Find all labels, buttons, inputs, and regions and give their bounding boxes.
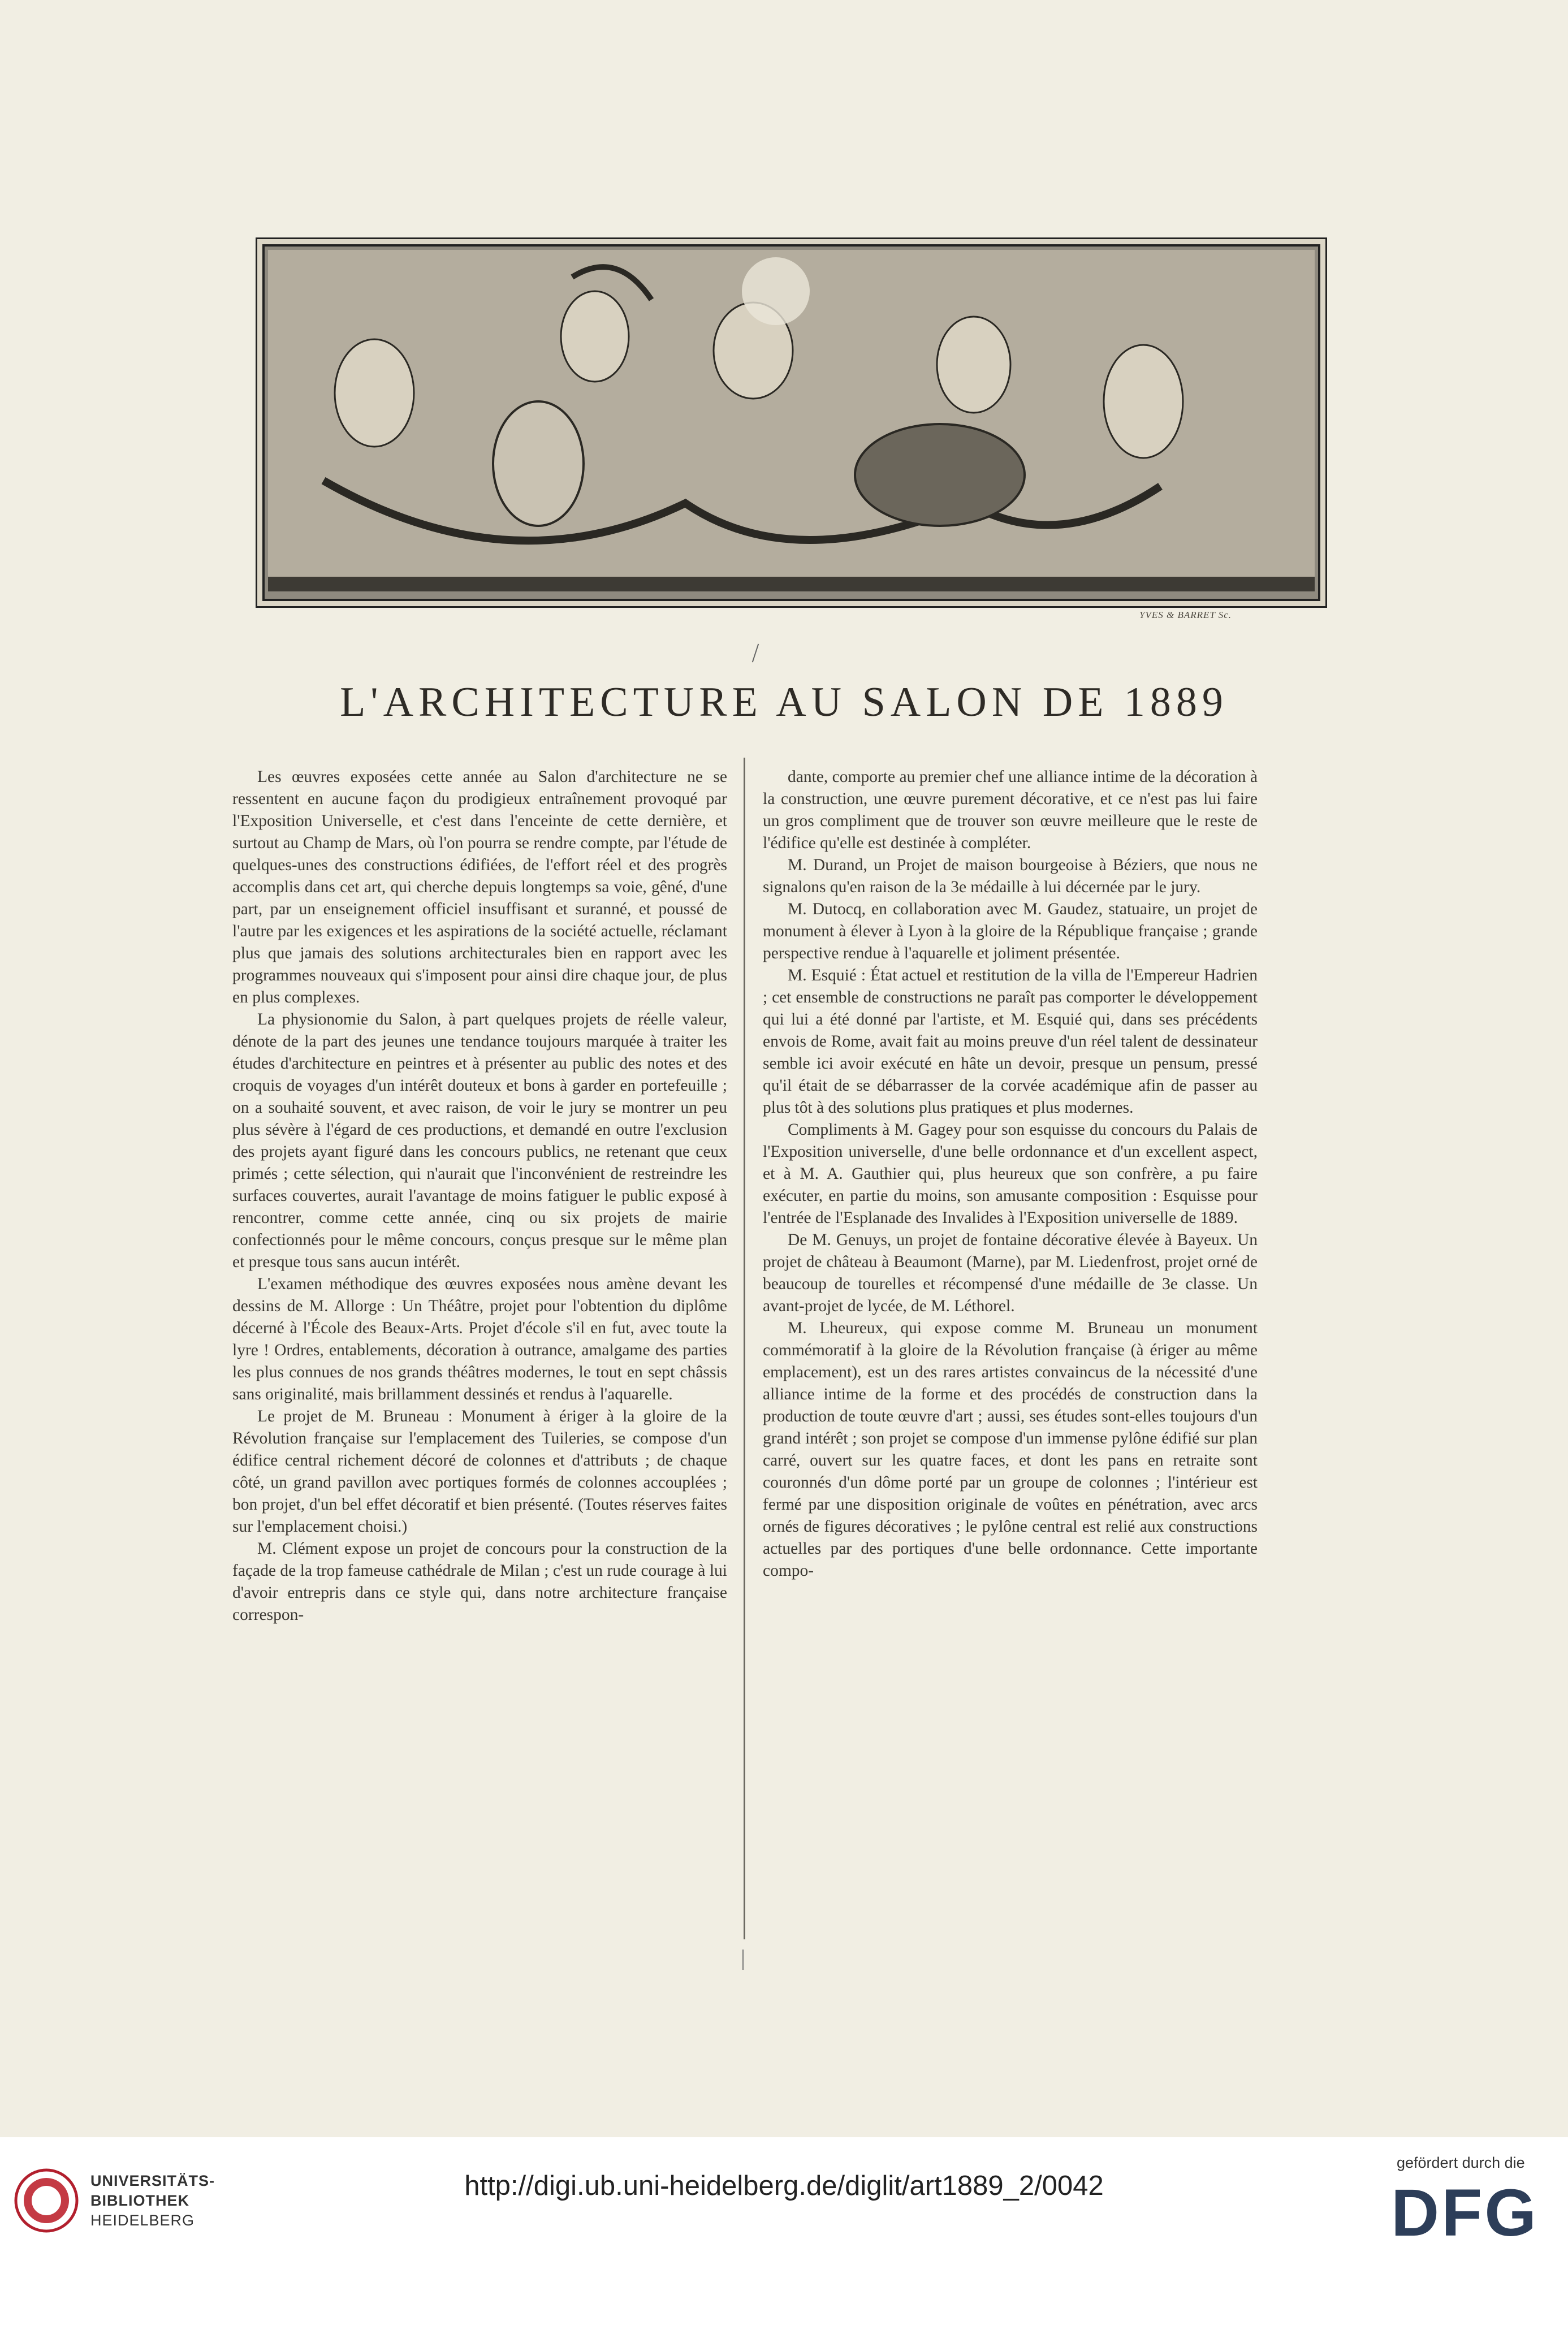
paragraph: M. Clément expose un projet de concours pour la construction de la façade de la trop fameuse cathédrale de Milan ; c'est un rude courage à lui d'avoir entrepris dans ce style qui, dans notre architecture française correspon- bbox=[232, 1540, 727, 1624]
paragraph: M. Durand, un Projet de maison bourgeoise à Béziers, que nous ne signalons qu'en raison de la 3e médaille à lui décernée par le jury. bbox=[763, 856, 1258, 896]
footer-bar bbox=[0, 2137, 1568, 2347]
paragraph: dante, comporte au premier chef une alliance intime de la décoration à la construction, une œuvre purement décorative, et ce n'est pas lui faire un gros compliment que de trouver son œuvre meilleure que le reste de l'édifice qu'elle est destinée à compléter. bbox=[763, 768, 1258, 852]
paragraph: De M. Genuys, un projet de fontaine décorative élevée à Bayeux. Un projet de château à Beaumont (Marne), par M. Liedenfrost, projet orné de beaucoup de tourelles et récompensé d'une médaille de 3e classe. Un avant-projet de lycée, de M. Léthorel. bbox=[763, 1231, 1258, 1315]
paragraph: Les œuvres exposées cette année au Salon d'architecture ne se ressentent en aucune façon du prodigieux entraînement provoqué par l'Exposition Universelle, et c'est dans l'enceinte de cette dernière, et surtout au Champ de Mars, où l'on pourra se rendre compte, par l'étude de quelques-unes des constructions édifiées, de l'effort réel et des progrès accomplis dans cet art, qui cherche depuis longtemps sa voie, gêné, d'une part, par un enseignement officiel insuffisant et suranné, et poussé de l'autre par les exigences et les aspirations de la société actuelle, réclamant plus que jamais des solutions architecturales bien en rapport avec les programmes nouveaux qui s'imposent pour ainsi dire chaque jour, de plus en plus complexes. bbox=[232, 768, 727, 1006]
decorative-frieze-engraving bbox=[256, 237, 1327, 608]
article-title: L'ARCHITECTURE AU SALON DE 1889 bbox=[340, 679, 1228, 725]
permalink-url[interactable]: http://digi.ub.uni-heidelberg.de/diglit/art1889_2/0042 bbox=[464, 2171, 1104, 2201]
engraver-credit: YVES & BARRET Sc. bbox=[1139, 610, 1232, 620]
paragraph: La physionomie du Salon, à part quelques projets de réelle valeur, dénote de la part des jeunes une tendance toujours marquée à traiter les études d'architecture en peintres et à présenter au public des notes et des croquis de voyages d'un intérêt douteux et bons à garder en portefeuille ; on a souhaité souvent, et avec raison, de voir le jury se montrer un peu plus sévère à l'égard de ces productions, et demandé en outre l'exclusion des projets ayant figuré dans les concours publics, ne retenant que ceux primés ; cette sélection, qui n'aurait que l'inconvénient de restreindre les surfaces couvertes, aurait l'avantage de moins fatiguer le public exposé à rencontrer, comme cette année, cinq ou six projets de mairie confectionnés pour le même concours, conçus presque sur le même plan et presque tous sans aucun intérêt. bbox=[232, 1010, 727, 1271]
library-name-line: UNIVERSITÄTS- bbox=[90, 2172, 215, 2189]
paragraph: M. Esquié : État actuel et restitution de la villa de l'Empereur Hadrien ; cet ensemble de constructions ne paraît pas comporter le développement qui lui a été donné par l'artiste, et M. Esquié qui, dans ses précédents envois de Rome, avait fait au moins preuve d'un réel talent de dessinateur semble ici avoir exécuté en hâte un devoir, presque un pensum, pressé qu'il était de se débarrasser de la corvée académique afin de passer au plus tôt à des solutions plus pratiques et plus modernes. bbox=[763, 966, 1258, 1117]
paragraph: Le projet de M. Bruneau : Monument à ériger à la gloire de la Révolution française sur l'emplacement des Tuileries, se compose d'un édifice central richement décoré de colonnes et d'attributs ; de chaque côté, un grand pavillon avec portiques formés de colonnes accouplées ; bon projet, d'un bel effet décoratif et bien présenté. (Toutes réserves faites sur l'emplacement choisi.) bbox=[232, 1407, 727, 1536]
column-divider bbox=[744, 758, 745, 1939]
text-column-left bbox=[232, 766, 727, 1942]
paragraph: M. Dutocq, en collaboration avec M. Gaudez, statuaire, un projet de monument à élever à Lyon à la gloire de la République française ; grande perspective rendue à l'aquarelle et joliment présentée. bbox=[763, 900, 1258, 962]
dfg-logo: DFG bbox=[1391, 2176, 1539, 2250]
funding-caption: gefördert durch die bbox=[1397, 2154, 1525, 2171]
library-name-line: HEIDELBERG bbox=[90, 2212, 195, 2229]
paragraph: M. Lheureux, qui expose comme M. Bruneau un monument commémoratif à la gloire de la Révolution française (à ériger au même emplacement), est un des rares artistes convaincus de la nécessité d'une alliance intime de la forme et des procédés de construction dans la production de toute œuvre d'art ; aussi, ses études sont-elles toujours d'un grand intérêt ; son projet se compose d'un immense pylône édifié sur plan carré, ouvert sur les quatre faces, et dont les pans en retraite sont couronnés d'un dôme porté par un groupe de colonnes ; l'intérieur est fermé par une disposition originale de voûtes en pénétration, avec arcs ornés de figures décoratives ; le pylône central est relié aux constructions actuelles par des portiques d'une belle ordonnance. Cette importante compo- bbox=[763, 1319, 1258, 1580]
text-column-right bbox=[763, 766, 1258, 1942]
paragraph: Compliments à M. Gagey pour son esquisse du concours du Palais de l'Exposition universelle, d'une belle ordonnance et d'un excellent aspect, et à M. A. Gauthier qui, plus heureux que son confrère, a pu faire exécuter, en partie du moins, son amusante composition : Esquisse pour l'entrée de l'Esplanade des Invalides à l'Exposition universelle de 1889. bbox=[763, 1121, 1258, 1227]
page-tick bbox=[742, 1950, 744, 1970]
paragraph: L'examen méthodique des œuvres exposées nous amène devant les dessins de M. Allorge : Un Théâtre, projet pour l'obtention du diplôme décerné à l'École des Beaux-Arts. Projet d'école s'il en fut, avec toute la lyre ! Ordres, entablements, décoration à outrance, amalgame des parties les plus connues de nos grands théâtres modernes, le tout en sept châssis sans originalité, mais brillamment dessinés et rendus à l'aquarelle. bbox=[232, 1275, 727, 1403]
library-name-line: BIBLIOTHEK bbox=[90, 2192, 189, 2209]
